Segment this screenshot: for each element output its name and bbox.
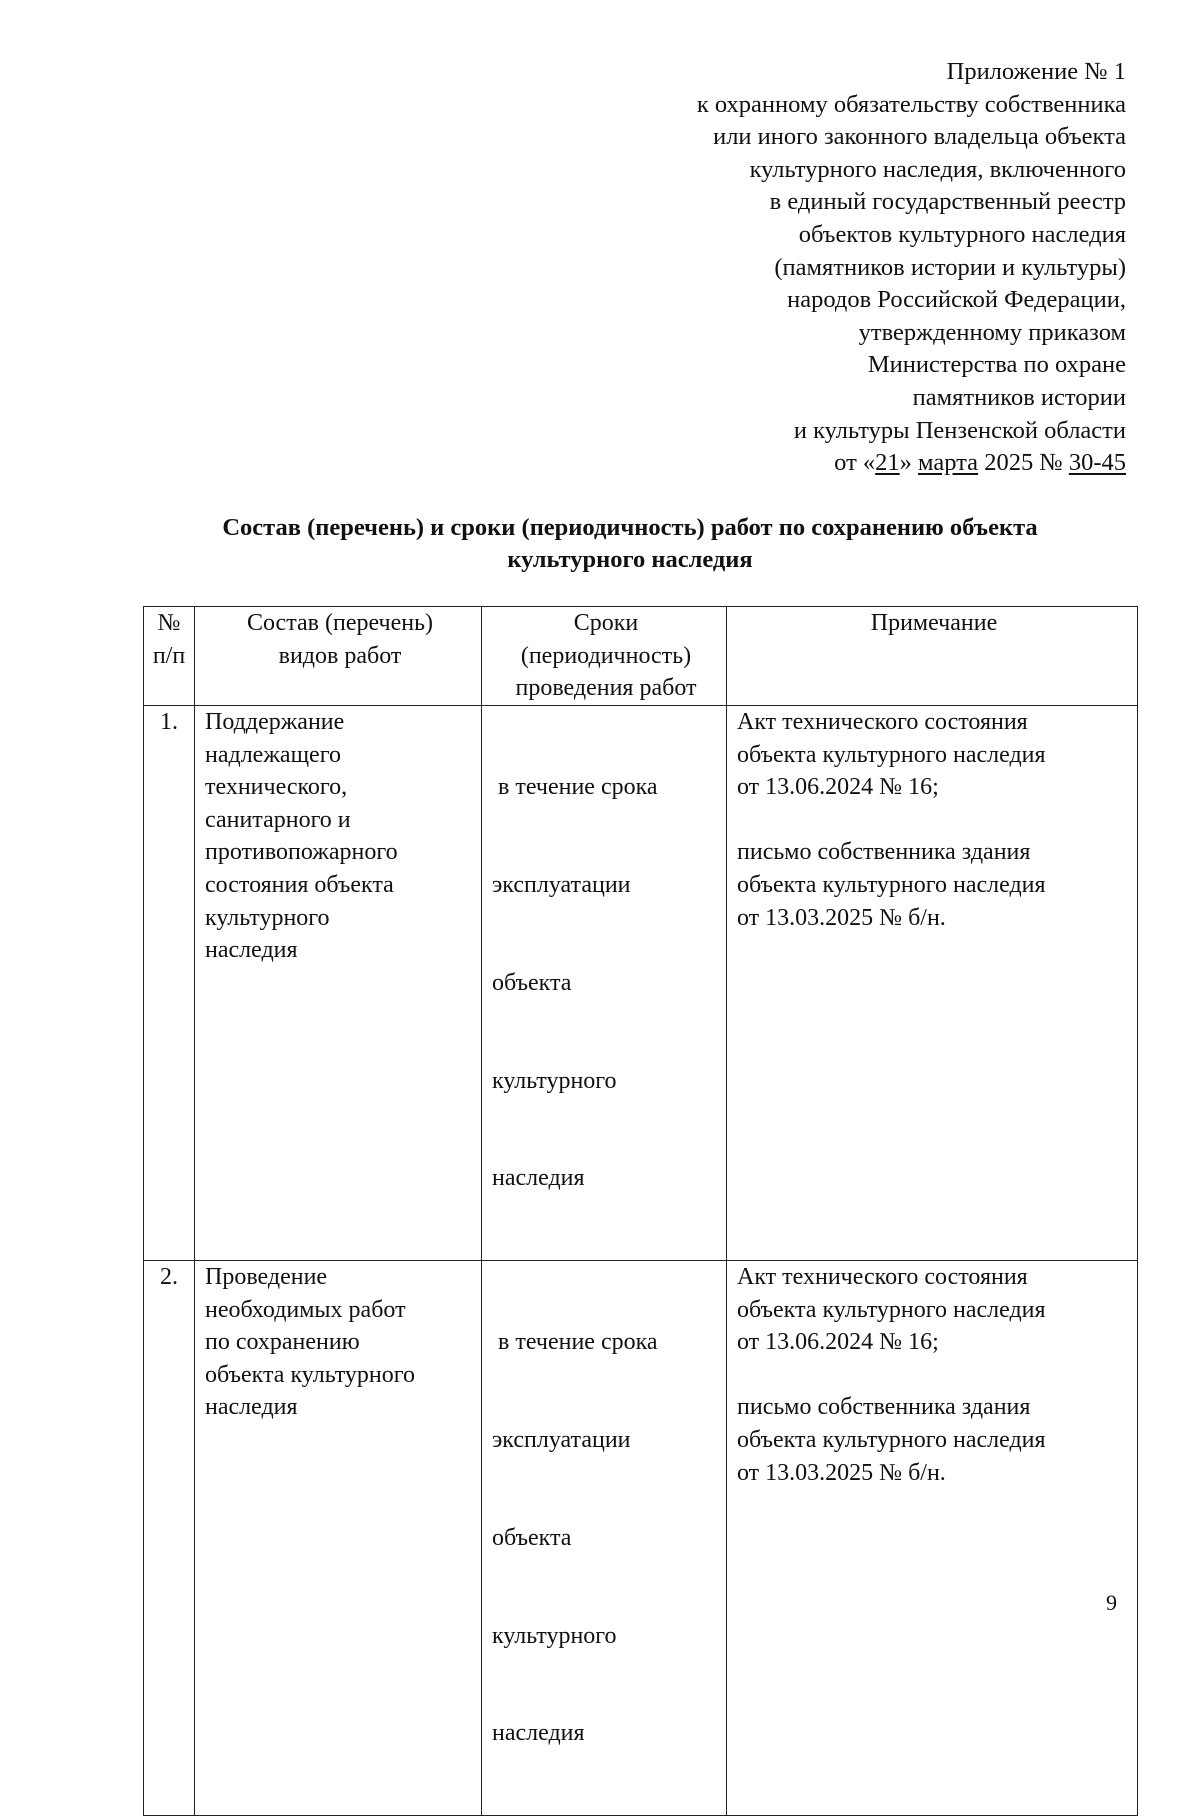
row-num: 2. — [144, 1261, 195, 1816]
table-header-row — [144, 607, 1138, 706]
annex-line: Министерства по охране — [867, 351, 1126, 379]
header-text: Примечание — [870, 610, 998, 636]
annex-line: и культуры Пензенской области — [793, 416, 1126, 444]
cell-line: по сохранению — [205, 1329, 360, 1356]
row-num: 1. — [144, 706, 195, 1261]
cell-line: объекта — [492, 969, 572, 996]
row-works — [195, 1261, 482, 1816]
header-text: проведения работ — [515, 675, 697, 702]
cell-line: состояния объекта — [205, 871, 394, 898]
annex-line: или иного законного владельца объекта — [713, 123, 1126, 151]
cell-line: культурного — [492, 1067, 617, 1094]
cell-line: эксплуатации — [492, 1427, 631, 1454]
cell-line: от 13.06.2024 № 16; — [737, 774, 939, 801]
cell-line: от 13.06.2024 № 16; — [737, 1329, 939, 1356]
cell-line: необходимых работ — [205, 1296, 406, 1323]
order-number: 30-45 — [1068, 449, 1126, 477]
annex-line: к охранному обязательству собственника — [696, 90, 1126, 118]
annex-line: народов Российской Федерации, — [787, 286, 1126, 314]
row-terms — [482, 706, 727, 1261]
date-month: марта — [918, 449, 979, 477]
date-year: 2025 № — [978, 449, 1069, 477]
date-separator: » — [899, 449, 919, 477]
row-note — [727, 1261, 1138, 1816]
header-text: Сроки — [573, 610, 639, 636]
cell-line: объекта культурного — [205, 1361, 415, 1388]
header-terms — [482, 607, 727, 706]
header-text: п/п — [152, 642, 186, 669]
cell-line: от 13.03.2025 № б/н. — [737, 1459, 946, 1486]
cell-line: Поддержание — [205, 709, 345, 735]
cell-line: письмо собственника здания — [737, 1394, 1031, 1421]
header-text: (периодичность) — [520, 642, 692, 669]
date-prefix: от « — [834, 449, 876, 477]
annex-line: культурного наследия, включенного — [749, 155, 1126, 183]
cell-line: культурного — [205, 904, 330, 931]
cell-line: наследия — [492, 1720, 585, 1747]
cell-line: противопожарного — [205, 839, 398, 866]
works-table — [143, 606, 1138, 1816]
cell-line: эксплуатации — [492, 871, 631, 898]
order-date-line — [560, 447, 1126, 480]
paragraph-gap — [737, 804, 1131, 837]
cell-line: объекта культурного наследия — [737, 871, 1046, 898]
cell-line: объекта культурного наследия — [737, 741, 1046, 768]
header-text: № — [157, 610, 181, 636]
cell-line: наследия — [492, 1165, 585, 1192]
cell-line: надлежащего — [205, 741, 341, 768]
annex-line: утвержденному приказом — [858, 318, 1126, 346]
title-line: Состав (перечень) и сроки (периодичность) работ по сохранению объекта — [222, 514, 1038, 541]
cell-line: от 13.03.2025 № б/н. — [737, 904, 946, 931]
annex-line: в единый государственный реестр — [769, 188, 1126, 216]
cell-line: Акт технического состояния — [737, 709, 1028, 735]
header-works — [195, 607, 482, 706]
annex-line: памятников истории — [912, 383, 1126, 411]
cell-line: санитарного и — [205, 806, 351, 833]
row-terms — [482, 1261, 727, 1816]
title-line: культурного наследия — [507, 546, 753, 573]
cell-line: объекта — [492, 1524, 572, 1551]
header-note — [727, 607, 1138, 706]
cell-line: наследия — [205, 937, 298, 964]
cell-line: в течение срока — [492, 1329, 658, 1356]
cell-line: Проведение — [205, 1264, 328, 1291]
cell-line: объекта культурного наследия — [737, 1427, 1046, 1454]
cell-line: в течение срока — [492, 774, 658, 801]
annex-line: (памятников истории и культуры) — [774, 253, 1126, 281]
header-num — [144, 607, 195, 706]
cell-line: Акт технического состояния — [737, 1264, 1028, 1291]
header-text: видов работ — [278, 642, 402, 669]
row-works — [195, 706, 482, 1261]
cell-line: наследия — [205, 1394, 298, 1421]
header-text: Состав (перечень) — [246, 610, 434, 636]
page-number: 9 — [1106, 1590, 1117, 1615]
annex-line: объектов культурного наследия — [798, 220, 1126, 248]
row-note — [727, 706, 1138, 1261]
cell-line: объекта культурного наследия — [737, 1296, 1046, 1323]
document-title — [140, 512, 1120, 576]
date-day: 21 — [875, 449, 900, 477]
table-row — [144, 706, 1138, 1261]
annex-line: Приложение № 1 — [946, 58, 1126, 85]
cell-line: технического, — [205, 774, 348, 801]
cell-line: письмо собственника здания — [737, 839, 1031, 866]
paragraph-gap — [737, 1359, 1131, 1392]
annex-header — [560, 56, 1126, 480]
cell-line: культурного — [492, 1622, 617, 1649]
table-row — [144, 1261, 1138, 1816]
